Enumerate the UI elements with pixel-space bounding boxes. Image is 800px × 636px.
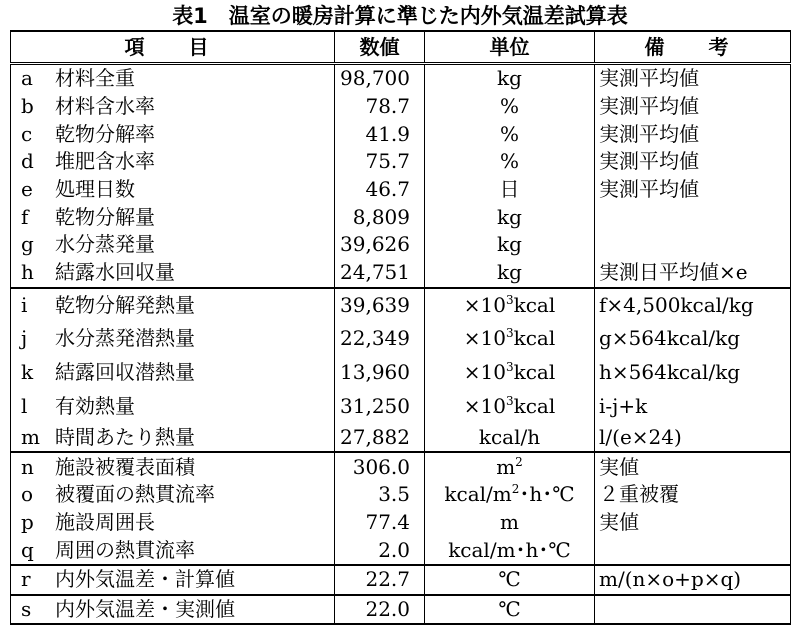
item-label: 施設被覆表面積 xyxy=(55,454,195,479)
table-row xyxy=(11,259,791,288)
cell-note: ２重被覆 xyxy=(595,481,791,509)
cell-value: 31,250 xyxy=(335,390,425,424)
table-row xyxy=(11,481,791,509)
cell-unit: kg xyxy=(425,203,595,231)
cell-value: 46.7 xyxy=(335,176,425,204)
item-label: 被覆面の熱貫流率 xyxy=(55,482,215,507)
cell-item xyxy=(11,288,335,322)
unit-exponent: 3 xyxy=(505,360,514,374)
item-label: 内外気温差・実測値 xyxy=(55,596,235,621)
cell-note: h×564kcal/kg xyxy=(595,356,791,390)
cell-value: 77.4 xyxy=(335,509,425,537)
cell-note: l/(e×24) xyxy=(595,424,791,453)
cell-value: 39,626 xyxy=(335,231,425,259)
item-letter: g xyxy=(21,232,34,257)
table-row xyxy=(11,452,791,481)
header-value: 数値 xyxy=(335,31,425,64)
cell-note: 実測平均値 xyxy=(595,93,791,121)
table-row xyxy=(11,356,791,390)
item-letter: k xyxy=(21,360,34,384)
cell-note xyxy=(595,203,791,231)
header-item: 項 目 xyxy=(11,31,335,64)
unit-suffix: kcal xyxy=(513,394,556,418)
cell-value: 2.0 xyxy=(335,536,425,565)
cell-value: 22.0 xyxy=(335,595,425,625)
cell-value: 98,700 xyxy=(335,64,425,93)
table-body xyxy=(11,64,791,625)
cell-item xyxy=(11,481,335,509)
unit-base: ×10 xyxy=(463,326,506,350)
table-row xyxy=(11,536,791,565)
cell-value: 13,960 xyxy=(335,356,425,390)
item-letter: j xyxy=(21,326,28,350)
unit-exponent: 3 xyxy=(505,394,514,408)
table-row xyxy=(11,120,791,148)
cell-note xyxy=(595,536,791,565)
cell-item xyxy=(11,452,335,481)
data-table xyxy=(10,30,791,625)
cell-unit: kcal/h xyxy=(425,424,595,453)
cell-unit: kg xyxy=(425,231,595,259)
item-letter: r xyxy=(21,567,31,592)
table-row xyxy=(11,509,791,537)
cell-value: 3.5 xyxy=(335,481,425,509)
table-row xyxy=(11,424,791,453)
unit-base: ×10 xyxy=(463,292,506,317)
cell-note: 実測平均値 xyxy=(595,148,791,176)
table-title: 表1 温室の暖房計算に準じた内外気温差試算表 xyxy=(172,4,628,28)
item-label: 堆肥含水率 xyxy=(55,149,155,174)
cell-unit: kg xyxy=(425,64,595,93)
cell-unit: ℃ xyxy=(425,565,595,595)
table-row xyxy=(11,288,791,322)
unit-base: ×10 xyxy=(463,360,506,384)
item-letter: l xyxy=(21,394,28,418)
cell-item xyxy=(11,390,335,424)
item-letter: f xyxy=(21,204,29,229)
cell-note: 実測日平均値×e xyxy=(595,259,791,288)
item-label: 水分蒸発量 xyxy=(55,232,155,257)
unit-suffix: kcal xyxy=(513,292,556,317)
item-label: 乾物分解発熱量 xyxy=(55,292,195,317)
cell-note: m/(n×o+p×q) xyxy=(595,565,791,595)
item-label: 周囲の熱貫流率 xyxy=(55,537,195,562)
cell-value: 39,639 xyxy=(335,288,425,322)
cell-item xyxy=(11,231,335,259)
cell-value: 22.7 xyxy=(335,565,425,595)
item-label: 水分蒸発潜熱量 xyxy=(55,326,195,350)
cell-value: 41.9 xyxy=(335,120,425,148)
cell-item xyxy=(11,322,335,356)
cell-unit: 日 xyxy=(425,176,595,204)
item-letter: m xyxy=(21,424,40,449)
cell-item xyxy=(11,93,335,121)
cell-item xyxy=(11,259,335,288)
cell-value: 22,349 xyxy=(335,322,425,356)
cell-value: 78.7 xyxy=(335,93,425,121)
cell-note xyxy=(595,231,791,259)
item-letter: q xyxy=(21,537,34,562)
item-label: 乾物分解量 xyxy=(55,204,155,229)
header-note: 備 考 xyxy=(595,31,791,64)
unit-base: ×10 xyxy=(463,394,506,418)
cell-item xyxy=(11,565,335,595)
cell-item xyxy=(11,356,335,390)
cell-note: f×4,500kcal/kg xyxy=(595,288,791,322)
cell-item xyxy=(11,203,335,231)
cell-item xyxy=(11,509,335,537)
cell-note: 実値 xyxy=(595,452,791,481)
item-letter: h xyxy=(21,260,34,285)
header-row xyxy=(11,31,791,64)
item-letter: n xyxy=(21,454,34,479)
unit-base: kcal/m xyxy=(444,482,512,507)
cell-unit xyxy=(425,481,595,509)
table-row xyxy=(11,93,791,121)
cell-unit xyxy=(425,390,595,424)
cell-value: 8,809 xyxy=(335,203,425,231)
cell-unit: % xyxy=(425,93,595,121)
table-row xyxy=(11,148,791,176)
item-letter: b xyxy=(21,94,34,119)
unit-suffix: kcal xyxy=(513,326,556,350)
cell-unit xyxy=(425,322,595,356)
item-label: 結露回収潜熱量 xyxy=(55,360,195,384)
table-row xyxy=(11,203,791,231)
cell-item xyxy=(11,120,335,148)
cell-value: 75.7 xyxy=(335,148,425,176)
unit-suffix: ･h･℃ xyxy=(519,482,575,507)
unit-exponent: 3 xyxy=(505,292,514,307)
item-label: 有効熱量 xyxy=(55,394,135,418)
cell-unit: kcal/m･h･℃ xyxy=(425,536,595,565)
cell-item xyxy=(11,424,335,453)
cell-unit: % xyxy=(425,148,595,176)
table-row xyxy=(11,390,791,424)
cell-unit: m xyxy=(425,509,595,537)
item-label: 処理日数 xyxy=(55,177,135,202)
table-row xyxy=(11,176,791,204)
cell-note: g×564kcal/kg xyxy=(595,322,791,356)
table-row xyxy=(11,231,791,259)
cell-note: i-j+k xyxy=(595,390,791,424)
item-label: 内外気温差・計算値 xyxy=(55,567,235,592)
cell-unit xyxy=(425,288,595,322)
table-row xyxy=(11,64,791,93)
unit-suffix: kcal xyxy=(513,360,556,384)
table-row xyxy=(11,322,791,356)
item-label: 結露水回収量 xyxy=(55,260,175,285)
item-label: 材料全重 xyxy=(55,66,135,91)
cell-unit: kg xyxy=(425,259,595,288)
unit-exponent: 3 xyxy=(505,326,514,340)
item-letter: p xyxy=(21,509,34,534)
item-letter: o xyxy=(21,482,34,507)
cell-item xyxy=(11,176,335,204)
item-letter: s xyxy=(21,596,32,621)
cell-item xyxy=(11,148,335,176)
cell-unit: ℃ xyxy=(425,595,595,625)
cell-value: 27,882 xyxy=(335,424,425,453)
item-label: 施設周囲長 xyxy=(55,509,155,534)
item-label: 時間あたり熱量 xyxy=(55,424,195,449)
table-row xyxy=(11,595,791,625)
cell-value: 306.0 xyxy=(335,452,425,481)
cell-note: 実測平均値 xyxy=(595,176,791,204)
table-row xyxy=(11,565,791,595)
cell-unit xyxy=(425,452,595,481)
unit-base: m xyxy=(496,454,516,479)
cell-note: 実測平均値 xyxy=(595,120,791,148)
item-letter: c xyxy=(21,121,33,146)
item-label: 材料含水率 xyxy=(55,94,155,119)
cell-item xyxy=(11,64,335,93)
item-letter: d xyxy=(21,149,34,174)
cell-note xyxy=(595,595,791,625)
item-letter: e xyxy=(21,177,33,202)
unit-exponent: 2 xyxy=(515,454,523,469)
cell-unit: % xyxy=(425,120,595,148)
cell-item xyxy=(11,536,335,565)
unit-exponent: 2 xyxy=(511,482,520,497)
item-letter: i xyxy=(21,292,28,317)
cell-unit xyxy=(425,356,595,390)
cell-item xyxy=(11,595,335,625)
cell-note: 実測平均値 xyxy=(595,64,791,93)
header-unit: 単位 xyxy=(425,31,595,64)
cell-note: 実値 xyxy=(595,509,791,537)
cell-value: 24,751 xyxy=(335,259,425,288)
item-label: 乾物分解率 xyxy=(55,121,155,146)
item-letter: a xyxy=(21,66,33,91)
